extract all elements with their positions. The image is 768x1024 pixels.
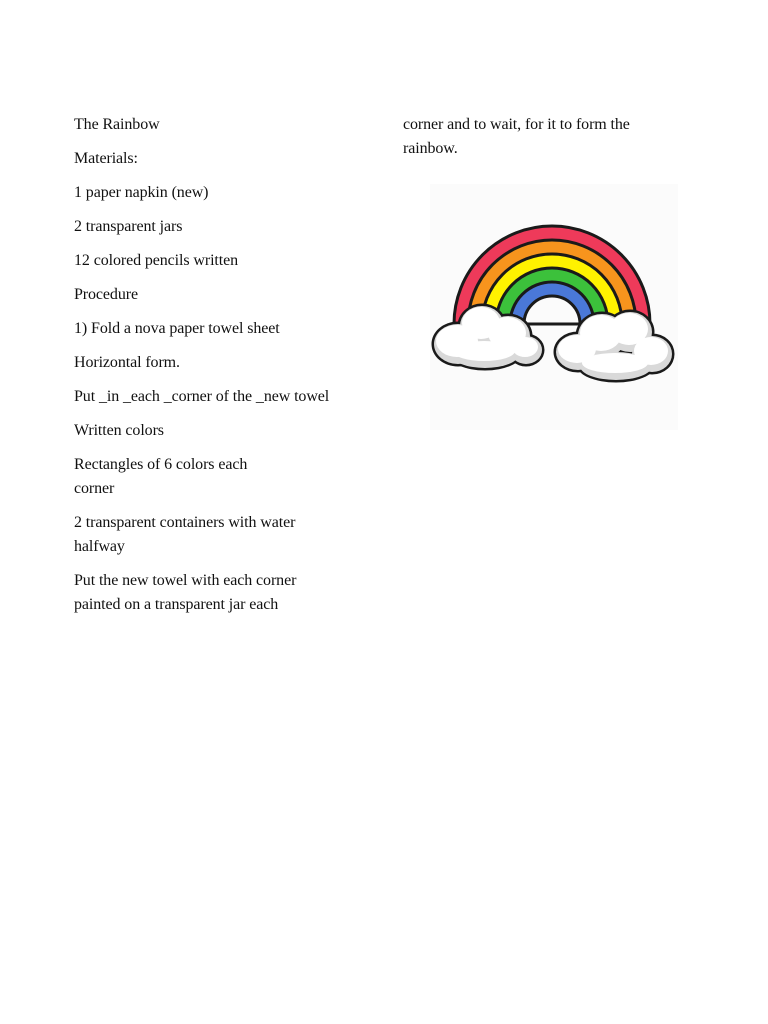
text-line: 1) Fold a nova paper towel sheet bbox=[74, 320, 280, 337]
text-line: halfway bbox=[74, 538, 125, 555]
text-line: Materials: bbox=[74, 150, 138, 167]
left-paragraph bbox=[74, 215, 349, 239]
left-paragraph bbox=[74, 283, 349, 307]
text-line: Rectangles of 6 colors each bbox=[74, 456, 248, 473]
left-paragraph bbox=[74, 385, 349, 409]
text-line: corner bbox=[74, 480, 115, 497]
text-line: Horizontal form. bbox=[74, 354, 180, 371]
left-paragraph bbox=[74, 249, 349, 273]
left-paragraph bbox=[74, 351, 349, 375]
text-line: 2 transparent jars bbox=[74, 218, 183, 235]
left-paragraph bbox=[74, 511, 349, 559]
text-line: The Rainbow bbox=[74, 116, 160, 133]
left-paragraph bbox=[74, 419, 349, 443]
rainbow-with-clouds-icon bbox=[430, 184, 678, 430]
text-line: corner and to wait, for it to form the bbox=[403, 116, 630, 133]
text-line: rainbow. bbox=[403, 140, 458, 157]
text-line: 1 paper napkin (new) bbox=[74, 184, 209, 201]
right-text-column bbox=[403, 113, 683, 171]
right-paragraph bbox=[403, 113, 683, 161]
text-line: Written colors bbox=[74, 422, 164, 439]
text-line: Procedure bbox=[74, 286, 138, 303]
rainbow-illustration bbox=[430, 184, 678, 430]
text-line: Put _in _each _corner of the _new towel bbox=[74, 388, 330, 405]
left-paragraph bbox=[74, 569, 349, 617]
left-paragraph bbox=[74, 317, 349, 341]
text-line: 2 transparent containers with water bbox=[74, 514, 296, 531]
text-line: Put the new towel with each corner bbox=[74, 572, 297, 589]
text-line: painted on a transparent jar each bbox=[74, 596, 279, 613]
left-text-column bbox=[74, 113, 349, 627]
left-paragraph bbox=[74, 453, 349, 501]
text-line: 12 colored pencils written bbox=[74, 252, 239, 269]
left-paragraph bbox=[74, 181, 349, 205]
left-paragraph bbox=[74, 113, 349, 137]
left-paragraph bbox=[74, 147, 349, 171]
